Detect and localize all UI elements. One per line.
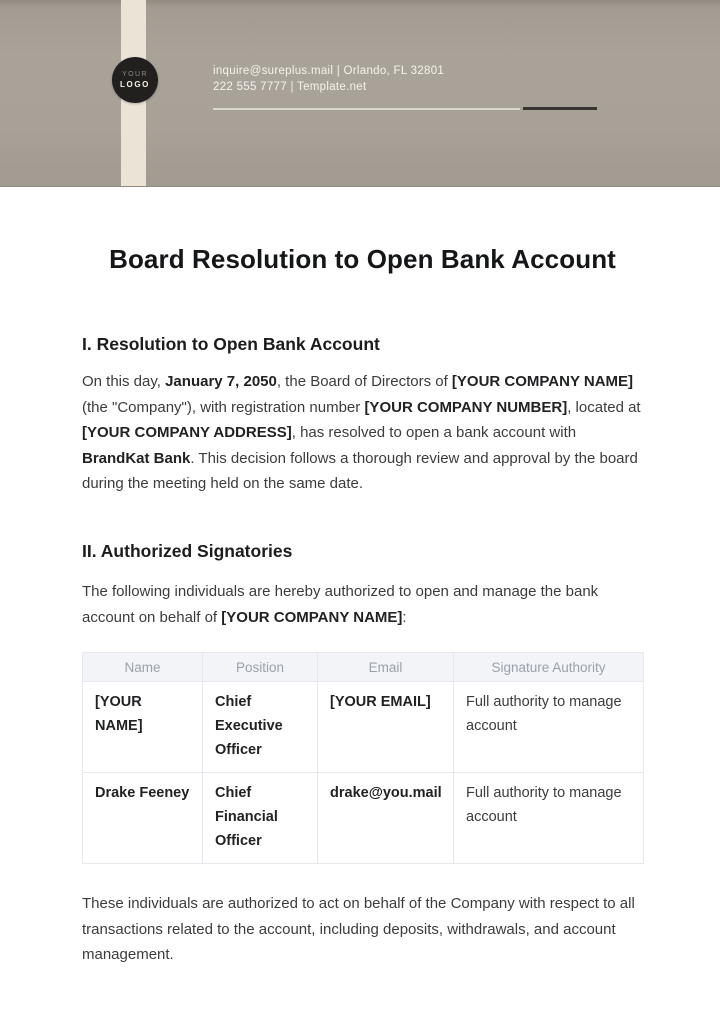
table-cell-text: [YOUR NAME]: [95, 694, 143, 735]
letterhead: [0, 0, 720, 187]
table-cell-text: drake@you.mail: [330, 785, 442, 802]
table-row: [83, 773, 644, 864]
table-header-cell: Position: [203, 653, 318, 682]
contact-info: [213, 63, 444, 95]
text-segment: , has resolved to open a bank account with: [291, 424, 577, 442]
text-segment: , the Board of Directors of: [276, 373, 452, 390]
table-cell: [454, 682, 644, 773]
section-2-heading: II. Authorized Signatories: [82, 540, 293, 561]
text-segment: , located at: [567, 398, 641, 416]
table-cell: [318, 773, 454, 864]
table-cell: [83, 773, 203, 864]
table-cell-text: Full authority to manage account: [466, 694, 622, 735]
document-body: [82, 244, 643, 968]
text-segment: BrandKat Bank: [82, 449, 191, 467]
contact-line-1: inquire@sureplus.mail | Orlando, FL 32801: [213, 65, 445, 77]
section-2-paragraph: [82, 579, 643, 630]
table-row: [83, 682, 644, 773]
table-header-cell: Email: [318, 653, 454, 682]
signatories-table: [82, 652, 644, 864]
divider-dark-segment: [523, 107, 597, 110]
table-cell-text: Drake Feeney: [95, 785, 190, 802]
text-segment: [YOUR COMPANY ADDRESS]: [82, 424, 292, 442]
table-header: [83, 653, 644, 682]
table-cell: [203, 682, 318, 773]
table-cell-text: Full authority to manage account: [466, 785, 622, 826]
table-header-cell: Signature Authority: [454, 653, 644, 682]
table-cell: [203, 773, 318, 864]
header-divider: [213, 107, 597, 110]
table-header-cell: Name: [83, 653, 203, 682]
table-cell: [318, 682, 454, 773]
table-header-row: [83, 653, 644, 682]
section-1-heading: I. Resolution to Open Bank Account: [82, 334, 380, 354]
text-segment: [YOUR COMPANY NAME]: [451, 373, 634, 390]
text-segment: (the "Company"), with registration number: [82, 398, 365, 416]
company-logo: [112, 57, 158, 103]
text-segment: These individuals are authorized to act on behalf of the Company with respect to all transactions related to the account, including deposits, withdrawals, and account management.: [82, 895, 635, 964]
text-segment: [YOUR COMPANY NUMBER]: [364, 398, 568, 416]
text-segment: :: [402, 608, 407, 626]
text-segment: January 7, 2050: [165, 373, 277, 390]
table-cell: [83, 682, 203, 773]
text-segment: On this day,: [82, 373, 166, 390]
section-1-paragraph: [82, 369, 643, 497]
text-segment: . This decision follows a thorough review and approval by the board during the meeting held on the same date.: [82, 449, 638, 493]
logo-text-line2: LOGO: [120, 80, 150, 89]
table-cell-text: Chief Executive Officer: [215, 694, 283, 759]
table-cell-text: Chief Financial Officer: [215, 785, 278, 850]
contact-line-2: 222 555 7777 | Template.net: [213, 81, 367, 93]
document-title: Board Resolution to Open Bank Account: [109, 244, 616, 274]
logo-text-line1: YOUR: [122, 71, 148, 78]
table-cell-text: [YOUR EMAIL]: [330, 694, 431, 711]
closing-paragraph: [82, 891, 643, 968]
text-segment: The following individuals are hereby authorized to open and manage the bank account on behalf of: [82, 582, 599, 626]
table-cell: [454, 773, 644, 864]
text-segment: [YOUR COMPANY NAME]: [221, 608, 403, 626]
divider-light-segment: [213, 108, 520, 110]
table-body: [83, 682, 644, 864]
